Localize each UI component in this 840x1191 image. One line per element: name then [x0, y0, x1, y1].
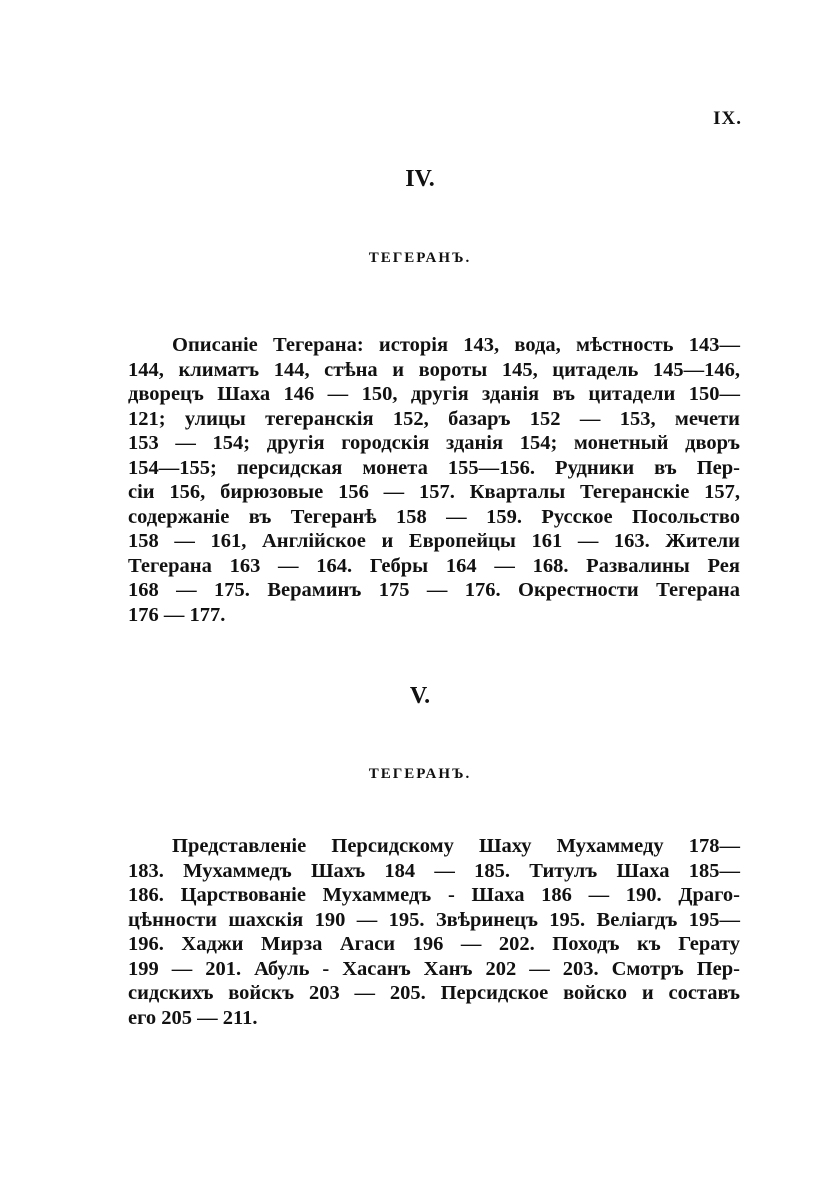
text-line: 199 — 201. Абуль - Хасанъ Ханъ 202 — 203. Смотръ Пер- [128, 957, 740, 980]
text-line: 154—155; персидская монета 155—156. Рудники въ Пер- [128, 456, 740, 479]
text-line: дворецъ Шаха 146 — 150, другія зданія въ цитадели 150— [128, 383, 740, 405]
text-line: 153 — 154; другія городскія зданія 154; монетный дворъ [128, 432, 740, 454]
text-line: 168 — 175. Вераминъ 175 — 176. Окрестности Тегерана [128, 579, 740, 601]
section-body-iv [128, 333, 740, 627]
page-number: IX. [713, 108, 742, 129]
section-numeral-v: V. [409, 683, 431, 709]
section-title-iv: ТЕГЕРАНЪ. [368, 250, 472, 266]
text-line: 158 — 161, Англійское и Европейцы 161 — 163. Жители [128, 530, 740, 552]
text-line: цѣнности шахскія 190 — 195. Звѣринецъ 195. Веліагдъ 195— [128, 908, 740, 931]
text-line: содержаніе въ Тегеранѣ 158 — 159. Русское Посольство [128, 505, 740, 528]
text-line: 121; улицы тегеранскія 152, базаръ 152 — 153, мечети [128, 407, 740, 430]
text-line: сіи 156, бирюзовые 156 — 157. Кварталы Тегеранскіе 157, [128, 481, 740, 503]
text-line: его 205 — 211. [128, 1006, 258, 1029]
text-line: сидскихъ войскъ 203 — 205. Персидское войско и составъ [128, 982, 740, 1004]
text-line: 196. Хаджи Мирза Агаси 196 — 202. Походъ къ Герату [128, 933, 740, 955]
text-line: 186. Царствованіе Мухаммедъ - Шаха 186 — 190. Драго- [128, 884, 740, 906]
section-body-v [128, 834, 740, 1030]
text-line: Тегерана 163 — 164. Гебры 164 — 168. Развалины Рея [128, 554, 740, 577]
text-line: 183. Мухаммедъ Шахъ 184 — 185. Титулъ Шаха 185— [128, 859, 740, 882]
text-line: 144, климатъ 144, стѣна и вороты 145, цитадель 145—146, [128, 358, 740, 381]
text-line: 176 — 177. [128, 603, 226, 626]
section-numeral-iv: IV. [405, 166, 435, 192]
text-line: Описаніе Тегерана: исторія 143, вода, мѣстность 143— [172, 334, 740, 356]
text-line: Представленіе Персидскому Шаху Мухаммеду 178— [172, 835, 740, 857]
section-title-v: ТЕГЕРАНЪ. [368, 766, 472, 782]
